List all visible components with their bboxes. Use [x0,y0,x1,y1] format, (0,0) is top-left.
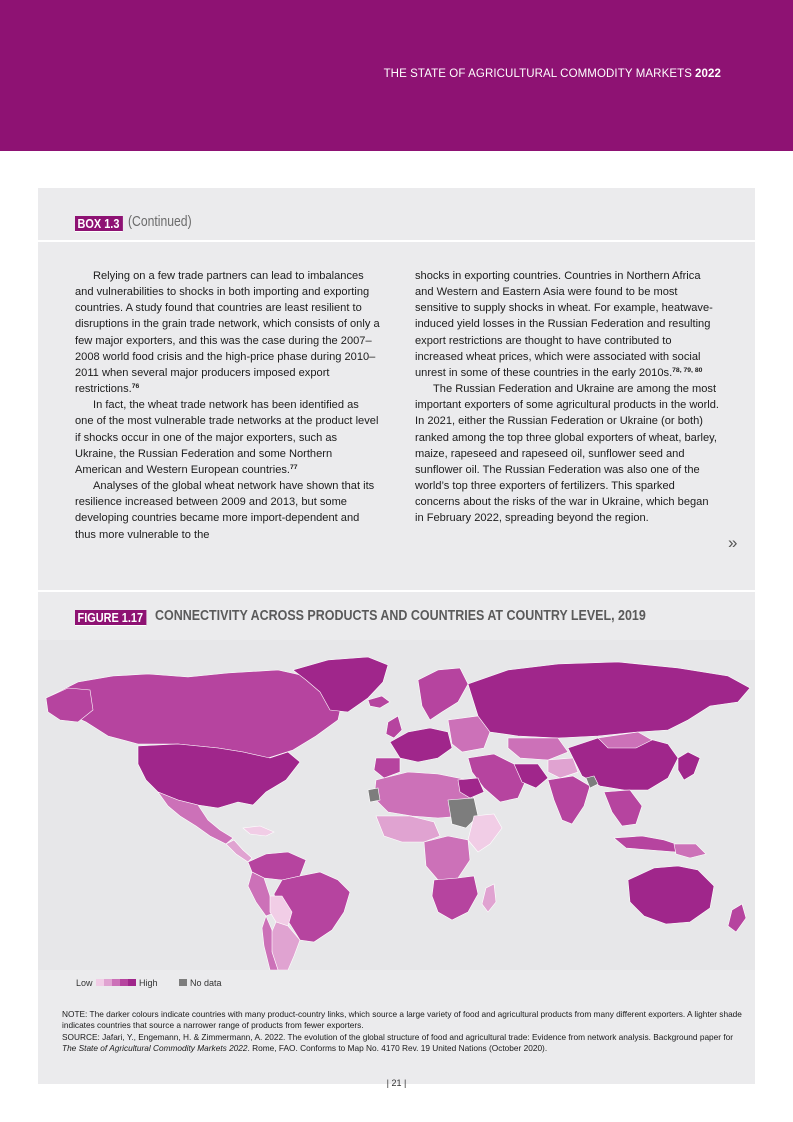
box-tag: BOX 1.3 [75,216,123,232]
box-column-left [75,268,380,543]
map-region-southeast-asia [604,790,642,826]
map-region-australia [628,866,714,924]
map-region-madagascar [482,884,496,912]
figure-source: SOURCE: Jafari, Y., Engemann, H. & Zimmermann, A. 2022. The evolution of the global structure of food and agricultural trade: Evidence from network analysis. Background paper for The State of Agricultural Commodity Markets 2022. Rome, FAO. Conforms to Map No. 4170 Rev. 19 United Nations (October 2020). [62,1031,734,1054]
map-region-scandinavia [418,668,468,720]
content-panel [38,188,755,1084]
box-paragraph: In fact, the wheat trade network has been identified as one of the most vulnerable trade networks at the product level if shocks occur in one of the major exporters, such as Ukraine, the Russian Federation and some Northern American and Western European countries.$^{77}$ [75,399,379,476]
box-divider [38,240,755,242]
footnote-ref[interactable]: 78, 79, 80 [672,366,703,374]
legend-low: Low [76,978,93,988]
legend-no-data: No data [190,978,222,988]
map-region-southern-africa [432,876,478,920]
figure-heading [75,608,646,627]
running-title: THE STATE OF AGRICULTURAL COMMODITY MARKETS [383,68,693,80]
running-header [384,68,721,80]
map-region-west-africa [376,816,440,842]
map-region-western-sahara [368,788,380,802]
footnote-ref[interactable]: 76 [131,383,140,391]
figure-tag: FIGURE 1.17 [75,610,146,626]
map-region-central-asia [548,758,578,778]
box-heading [75,214,192,233]
page-number: | 21 | [386,1078,407,1088]
box-paragraph: The Russian Federation and Ukraine are among the most important exporters of some agricultural products in the world. In 2021, either the Russian Federation or Ukraine (or both) ranked among the top three global exporters of wheat, barley, maize, rapeseed and rapeseed oil, sunflower seed and sunflower oil. The Russian Federation was also one of the world’s top three exporters of fertilizers. This sparked concerns about the risks of the war in Ukraine, which began in February 2022, spreading beyond the region. [415,383,719,525]
map-region-india [548,776,590,824]
map-region-east-africa [468,814,502,852]
map-region-uk [386,716,402,738]
box-end-divider [38,590,755,592]
box-paragraph: shocks in exporting countries. Countries in Northern Africa and Western and Eastern Asia were found to be most sensitive to supply shocks in wheat. For example, heatwave-induced yield losses in the Russian Federation and resulting export restrictions are thought to have contributed to increased wheat prices, which were associated with social unrest in some of these countries in the early 2010s.$^{78, 79, 80}$ [415,270,713,379]
legend-high: High [139,978,158,988]
map-region-canada [52,670,343,758]
world-map [38,640,755,970]
legend-swatch [112,979,120,986]
world-map-svg [38,640,755,970]
map-region-korea-japan [678,752,700,780]
map-region-central-america [226,840,252,862]
running-year: 2022 [695,68,721,80]
map-region-iceland [368,696,390,708]
figure-notes [62,1009,742,1055]
map-region-kazakhstan [508,738,568,760]
map-region-indonesia [614,836,682,852]
box-column-right [415,268,720,527]
map-region-russia [468,662,750,738]
map-region-papua [674,844,706,858]
continue-arrow-icon: » [728,533,734,552]
map-region-central-africa [424,836,470,880]
box-paragraph: Relying on a few trade partners can lead to imbalances and vulnerabilities to shocks in both importing and exporting countries. A study found that countries are least resilient to disruptions in the grain trade network, which consists of only a few major exporters, and this was the case during the 2007–2008 world food crisis and the high-price phase during 2010–2011 when several major producers imposed export restrictions.$^{76}$ [75,270,380,396]
legend-nodata-swatch [179,979,187,986]
figure-title: CONNECTIVITY ACROSS PRODUCTS AND COUNTRIES AT COUNTRY LEVEL, 2019 [155,608,646,624]
legend-swatch [96,979,104,986]
map-region-caribbean [243,826,274,836]
legend-swatch [128,979,136,986]
box-continued: (Continued) [128,214,192,230]
box-paragraph: Analyses of the global wheat network have shown that its resilience increased between 2009 and 2013, but some developing countries became more import-dependent and thus more vulnerable to the [75,480,375,541]
map-region-new-zealand [728,904,746,932]
legend-swatch [104,979,112,986]
footnote-ref[interactable]: 77 [290,463,298,471]
legend-swatch [120,979,128,986]
figure-note: NOTE: The darker colours indicate countries with many product-country links, which source a large variety of food and agricultural products from many different exporters. A lighter shade indicates countries that source a narrower range of products from fewer exporters. [62,1009,742,1031]
